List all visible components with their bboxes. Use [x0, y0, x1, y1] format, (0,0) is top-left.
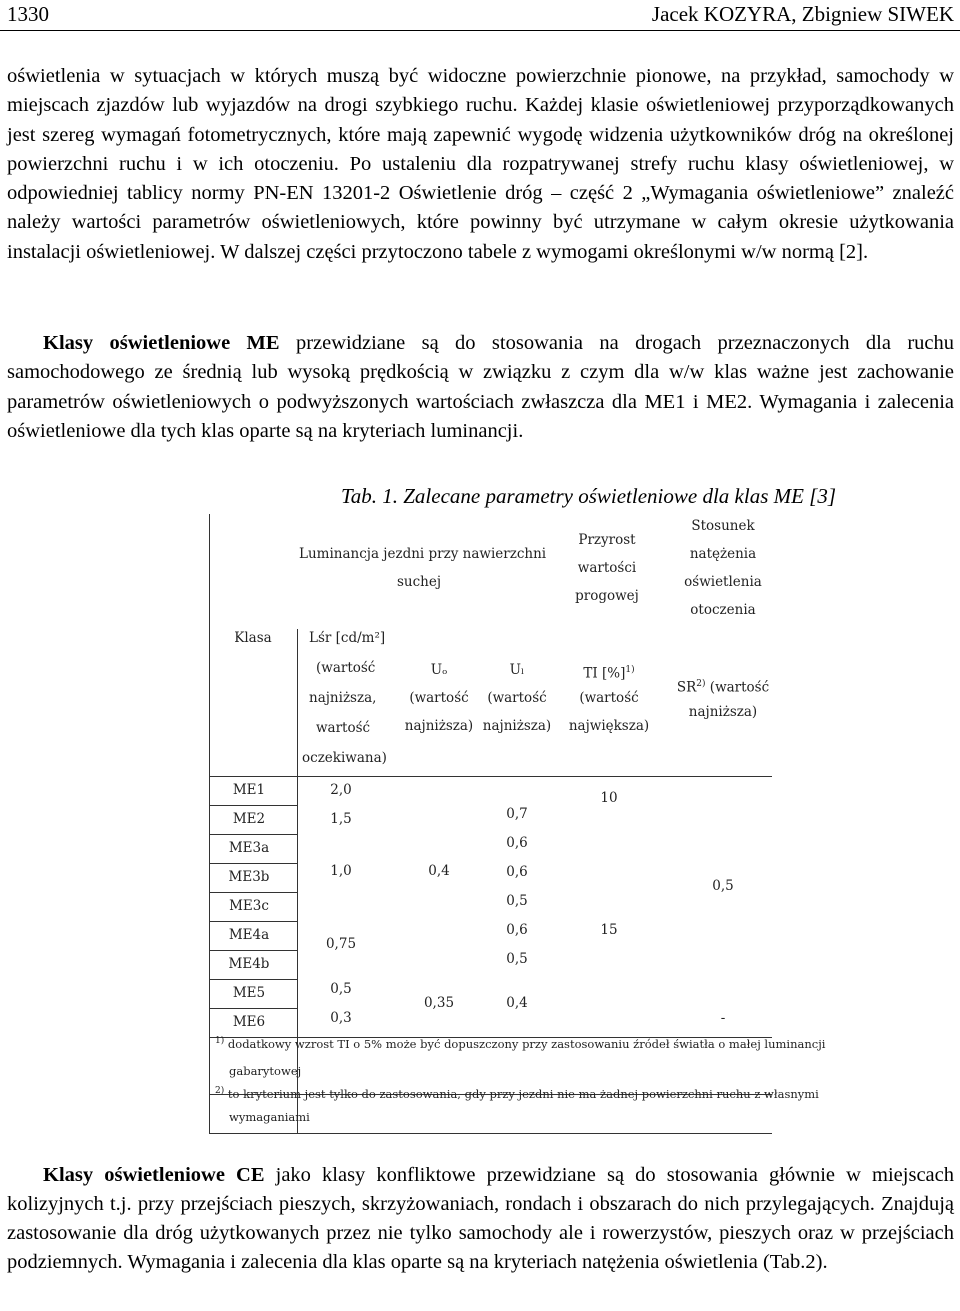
ul-value: 0,6: [506, 864, 528, 880]
running-authors: Jacek KOZYRA, Zbigniew SIWEK: [651, 2, 954, 26]
paragraph-intro: oświetlenia w sytuacjach w których muszą być widoczne powierzchnie pionowe, na przykład, samochody w miejscach zjazdów lub wyjazdów na drogi szybkiego ruchu. Każdej klasie oświetleniowej przyporządkowanych jest szereg wymagań fotometrycznych, które mają zapewnić wygodę widzenia użytkowników dróg na określonej powierzchni ruchu i w ich otoczeniu. Po ustaleniu dla rozpatrywanej strefy ruchu klasy oświetleniowej, w odpowiedniej tablicy normy PN-EN 13201-2 Oświetlenie dróg – część 2 „Wymagania oświetleniowe” znaleźć należy wartości parametrów oświetleniowych, które powinny być utrzymane w całym okresie użytkowania instalacji oświetleniowej. W dalszej części przytoczono tabele z wymogami określonymi w/w normą [2].: [7, 65, 954, 263]
ti-value: 15: [600, 922, 618, 938]
row-klasa: ME3a: [228, 840, 270, 856]
lsr-value: 1,0: [330, 863, 352, 879]
header-threshold: Przyrost: [578, 532, 636, 548]
ul-value: 0,5: [506, 893, 528, 909]
lsr-value: 0,75: [325, 936, 357, 952]
col-uo: Uₒ: [430, 662, 448, 678]
row-klasa: ME1: [232, 782, 266, 798]
footnote-1: $^{1)}$ dodatkowy wzrost TI o 5% może być dopuszczony przy zastosowaniu źródeł światła o małej luminancji: [215, 1036, 826, 1051]
header-threshold-3: progowej: [575, 588, 639, 604]
footnote-2-cont: wymaganiami: [229, 1110, 310, 1124]
col-uo-3: najniższa): [404, 718, 474, 734]
lsr-value: 0,3: [330, 1010, 352, 1026]
row-klasa: ME3c: [229, 898, 269, 914]
lsr-value: 2,0: [330, 782, 352, 798]
header-ratio-3: oświetlenia: [684, 574, 762, 590]
col-ti-2: (wartość: [579, 690, 639, 706]
header-ratio-4: otoczenia: [690, 602, 756, 618]
col-sr: SR$^{2)}$ (wartość: [676, 679, 770, 696]
col-uo-2: (wartość: [409, 690, 469, 706]
row-klasa: ME4a: [228, 927, 270, 943]
header-ratio: Stosunek: [691, 518, 755, 534]
ul-value: 0,6: [506, 922, 528, 938]
ul-value: 0,6: [506, 835, 528, 851]
sr-value: -: [720, 1010, 726, 1026]
uo-value: 0,35: [423, 995, 455, 1011]
col-lsr-3: najniższa,: [309, 690, 377, 706]
col-ul-2: (wartość: [487, 690, 547, 706]
page-header: [0, 0, 960, 31]
header-threshold-2: wartości: [577, 560, 637, 576]
ul-value: 0,7: [506, 806, 528, 822]
row-klasa: ME6: [232, 1014, 266, 1030]
paragraph-me-classes: [7, 329, 954, 446]
ul-value: 0,5: [506, 951, 528, 967]
row-klasa: ME5: [232, 985, 266, 1001]
table-caption: Tab. 1. Zalecane parametry oświetleniowe dla klas ME [3]: [341, 484, 837, 508]
uo-value: 0,4: [428, 863, 450, 879]
sr-value: 0,5: [712, 878, 734, 894]
paragraph-body: jako klasy konfliktowe przewidziane są do stosowania głównie w miejscach kolizyjnych t.j. przy przejściach pieszych, skrzyżowaniach, rondach i obszarach do nich przylegających. Znajdują zastosowanie dla dróg użytkowanych przez nie tylko samochody ale i rowerzystów, pieszych oraz w przejściach podziemnych. Wymagania i zalecenia dla klas oparte są na kryteriach natężenia oświetlenia (Tab.2).: [7, 1164, 954, 1273]
footnote-2: $^{2)}$ to kryterium jest tylko do zastosowania, gdy przy jezdni nie ma żadnej powierzchni ruchu z własnymi: [215, 1086, 819, 1101]
footnote-1-cont: gabarytowej: [229, 1064, 302, 1078]
paragraph-lead: Klasy oświetleniowe ME: [43, 332, 280, 354]
ul-value: 0,4: [506, 995, 528, 1011]
lsr-value: 0,5: [330, 981, 352, 997]
lsr-value: 1,5: [330, 811, 352, 827]
paragraph-lead: Klasy oświetleniowe CE: [43, 1164, 265, 1186]
col-lsr-2: (wartość: [316, 660, 376, 676]
header-ratio-2: natężenia: [689, 546, 757, 562]
header-luminance: Luminancja jezdni przy nawierzchni: [299, 546, 547, 562]
col-ul-3: najniższa): [482, 718, 552, 734]
row-klasa: ME4b: [228, 956, 270, 972]
me-parameters-table: [209, 514, 826, 1134]
row-klasa: ME3b: [228, 869, 270, 885]
paragraph-body: przewidziane są do stosowania na drogach przeznaczonych dla ruchu samochodowego ze średnią lub wysoką prędkością w związku z czym dla w/w klas ważne jest zachowanie parametrów oświetleniowych o podwyższonych wartościach zwłaszcza dla ME1 i ME2. Wymagania i zalecenia oświetleniowe dla tych klas oparte są na kryteriach luminancji.: [7, 332, 954, 442]
page-number: 1330: [7, 2, 49, 26]
row-klasa: ME2: [232, 811, 266, 827]
header-luminance-2: suchej: [396, 574, 442, 590]
col-lsr-5: oczekiwana): [302, 750, 387, 766]
col-sr-2: najniższa): [688, 704, 758, 720]
paragraph-ce-classes: [7, 1161, 954, 1277]
col-ti-3: największa): [568, 718, 650, 734]
ti-value: 10: [600, 790, 618, 806]
col-lsr-4: wartość: [316, 720, 371, 736]
col-klasa: Klasa: [234, 630, 272, 646]
col-ti: TI [%]$^{1)}$: [583, 665, 635, 682]
col-ul: Uₗ: [509, 662, 525, 678]
col-lsr: Lśr [cd/m²]: [309, 630, 386, 646]
